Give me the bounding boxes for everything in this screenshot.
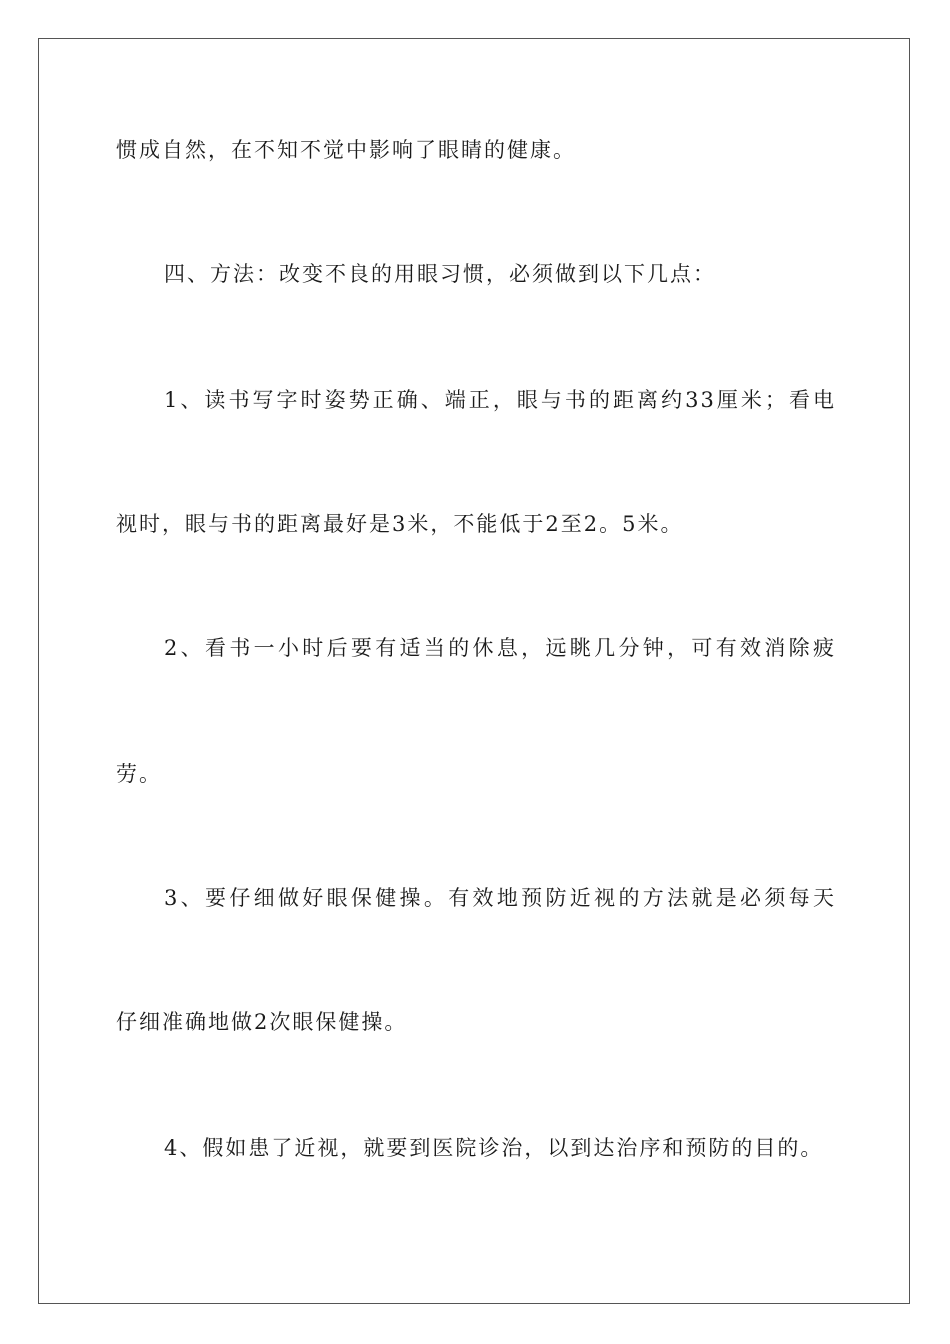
item-2-line-2: 劳。 (116, 762, 162, 786)
text-line-1: 惯成自然，在不知不觉中影响了眼睛的健康。 (116, 138, 576, 162)
item-3-line-2: 仔细准确地做2次眼保健操。 (116, 1010, 408, 1034)
section-heading-methods: 四、方法：改变不良的用眼习惯，必须做到以下几点： (164, 262, 716, 286)
item-1-line-1: 1、读书写字时姿势正确、端正，眼与书的距离约33厘米；看电 (164, 388, 836, 412)
page-border (38, 38, 910, 1304)
item-3-line-1: 3、要仔细做好眼保健操。有效地预防近视的方法就是必须每天 (164, 886, 836, 910)
item-2-line-1: 2、看书一小时后要有适当的休息，远眺几分钟，可有效消除疲 (164, 636, 836, 660)
item-1-line-2: 视时，眼与书的距离最好是3米，不能低于2至2。5米。 (116, 512, 684, 536)
item-4-line-1: 4、假如患了近视，就要到医院诊治，以到达治序和预防的目的。 (164, 1136, 824, 1160)
